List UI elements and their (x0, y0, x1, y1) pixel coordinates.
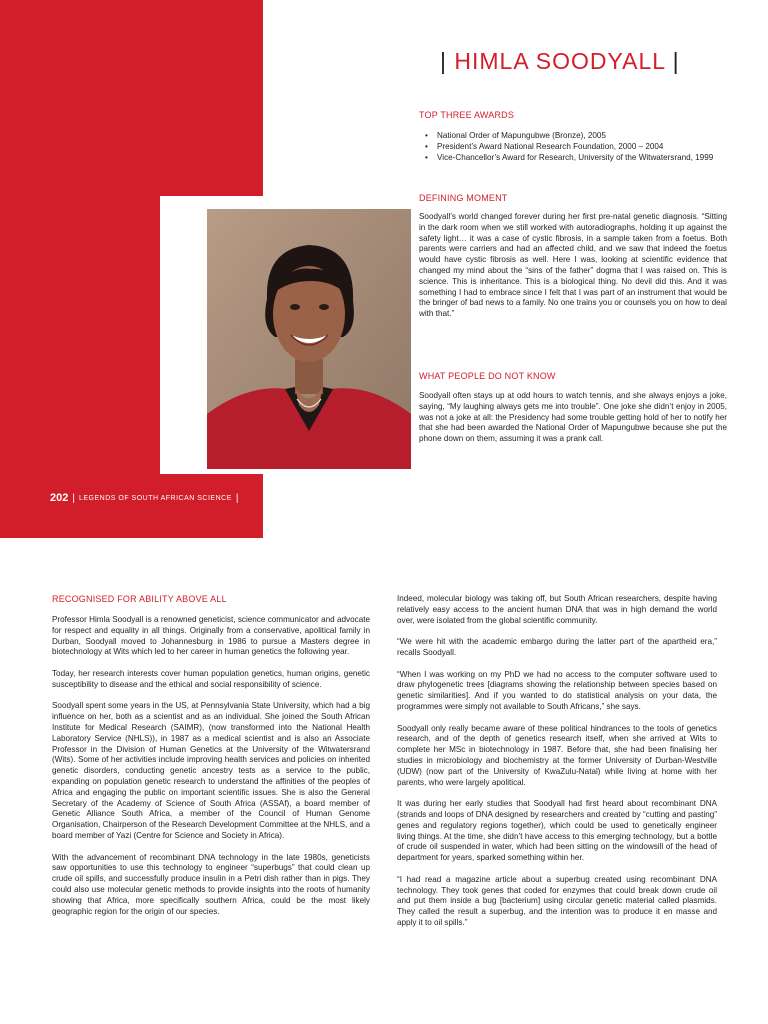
portrait-photo (207, 209, 411, 469)
right-text-column (397, 594, 717, 929)
title-bar-right: | (672, 48, 680, 74)
body-paragraph: “I had read a magazine article about a superbug created using recombinant DNA technology. They took genes that coded for enzymes that could break down crude oil and put them inside a bug [bacterium] using circular genetic material called plasmids. They called the result a superbug, and the intention was to produce it en masse and apply it to oil spills.” (397, 874, 717, 927)
folio-separator-right: | (235, 492, 239, 504)
body-paragraph: “We were hit with the academic embargo during the latter part of the apartheid era,” recalls Soodyall. (397, 637, 717, 657)
folio-separator-left: | (72, 492, 75, 504)
defining-moment-text-block (419, 212, 727, 320)
portrait-illustration (207, 209, 411, 469)
defining-moment-heading: DEFINING MOMENT (419, 193, 508, 203)
award-item: • Vice-Chancellor’s Award for Research, University of the Witwatersrand, 1999 (431, 153, 739, 164)
defining-moment-paragraph: Soodyall’s world changed forever during her first pre-natal genetic diagnosis. “Sitting in the dark room when we still worked with autoradiographs, holding it up against the safety light… it was a case of cystic fibrosis, in a sample taken from a foetus. Both parents were carriers and had an affected child, and we saw that indeed the foetus would have cystic fibrosis as well. Here I was, looking at scientific evidence that changed my mind about the “sins of the father” dogma that I was raised on. This is science. This is inheritance. This is a biological thing. No devil did this. And it was something I had to embrace since I felt that I was part of an instrument that would be the bringer of bad news to a family. No one trains you or counsels you on how to deal with that.” (419, 212, 727, 319)
body-paragraph: Indeed, molecular biology was taking off, but South African researchers, despite having relatively easy access to the ancient human DNA that was in high demand the world over, were isolated from the global scientific community. (397, 594, 717, 625)
publication-title: LEGENDS OF SOUTH AFRICAN SCIENCE (78, 494, 232, 502)
page-folio (50, 492, 239, 504)
body-paragraph: “When I was working on my PhD we had no access to the computer software used to draw phylogenetic trees [diagrams showing the relationship between species based on genetic similarities]. And if you wanted to do statistical analysis on your data, the programmes were simply not available to South Africans,” she says. (397, 669, 717, 711)
awards-list (419, 131, 739, 163)
body-paragraph: It was during her early studies that Soodyall had first heard about recombinant DNA (strands and loops of DNA designed by researchers and created by “cutting and pasting” genes and regulatory regions together), which could be used to genetically engineer living things. At the time, she didn’t have access to this emerging technology, but a bottle of crude oil suspended in water, which had been sitting on the windowsill of the head of department for years, sparked something within her. (397, 799, 717, 863)
what-people-do-not-know-paragraph: Soodyall often stays up at odd hours to watch tennis, and she always enjoys a joke, saying, “My laughing always gets me into trouble”. One joke she didn’t enjoy in 2005, was not a joke at all: the Presidency had some trouble getting hold of her to notify her that she had been awarded the National Order of Mapungubwe because she put the phone down on them, assuming it was a prank call. (419, 391, 727, 444)
award-item: • National Order of Mapungubwe (Bronze), 2005 (431, 131, 739, 142)
what-people-do-not-know-heading: WHAT PEOPLE DO NOT KNOW (419, 371, 556, 381)
page-number: 202 (50, 492, 69, 504)
body-paragraph: With the advancement of recombinant DNA technology in the late 1980s, geneticists saw opportunities to use this technology to engineer “superbugs” that could clean up crude oil spills, and successfully produce insulin in a Petri dish rather than in pigs. They could also use molecular genetic methods to provide insights into the roots of humanity showing that Africa, more specifically southern Africa, could be the most likely geographic region for the origin of our species. (52, 852, 370, 916)
what-people-do-not-know-text-block (419, 391, 727, 445)
title-bar-left: | (440, 48, 447, 74)
body-paragraph: Today, her research interests cover human population genetics, human origins, genetic susceptibility to disease and the ethical and social responsibility of science. (52, 668, 370, 689)
body-paragraph: Professor Himla Soodyall is a renowned geneticist, science communicator and advocate for respect and equality in all things. Originally from a conservative, apolitical family in Durban, Soodyall moved to Johannesburg in 1986 to pursue a Masters degree in biotechnology at Wits which led to her career in human genetics the following year. (52, 615, 370, 657)
awards-heading: TOP THREE AWARDS (419, 110, 515, 120)
page-title (440, 48, 680, 75)
body-paragraph: Soodyall spent some years in the US, at Pennsylvania State University, which had a big influence on her, both as a scientist and as an individual. She joined the South African Institute for Medical Research (SAIMR), (now transformed into the National Health Laboratory Service (NHLS)), in 1987 as a medical scientist and is also an Associate Professor in the Division of Human Genetics at the University of the Witwatersrand (Wits). Some of her activities include improving health services and policies on inherited genetic disorders, conducting genetic ancestry tests as a service to the public, expanding on population genetic research to understand the affinities of the peoples of Africa and engaging the public on important scientific issues. She is also the General Secretary of the Academy of Science of South Africa (ASSAf), a board member of Genetic Alliance South Africa, a member of the Council of Human Genome Organisation, Chairperson of the Research Development Committee at the NHLS, and a board member of Yazi (Centre for Science and Society in Africa). (52, 701, 370, 840)
red-accent-bar (160, 474, 263, 480)
award-item: • President’s Award National Research Foundation, 2000 – 2004 (431, 142, 739, 153)
recognised-heading: RECOGNISED FOR ABILITY ABOVE ALL (52, 594, 227, 604)
person-name: HIMLA SOODYALL (454, 48, 666, 74)
body-paragraph: Soodyall only really became aware of these political hindrances to the tools of genetics research, and of the depth of genetics research itself, when she arrived at Wits to complete her MSc in biotechnology in 1987. Before that, she had been finalising her studies in microbiology and biochemistry at the former University of Durban-Westville (UDW) (now part of the University of KwaZulu-Natal) while living at home with her parents, who were largely apolitical. (397, 723, 717, 787)
left-text-column (52, 615, 370, 917)
